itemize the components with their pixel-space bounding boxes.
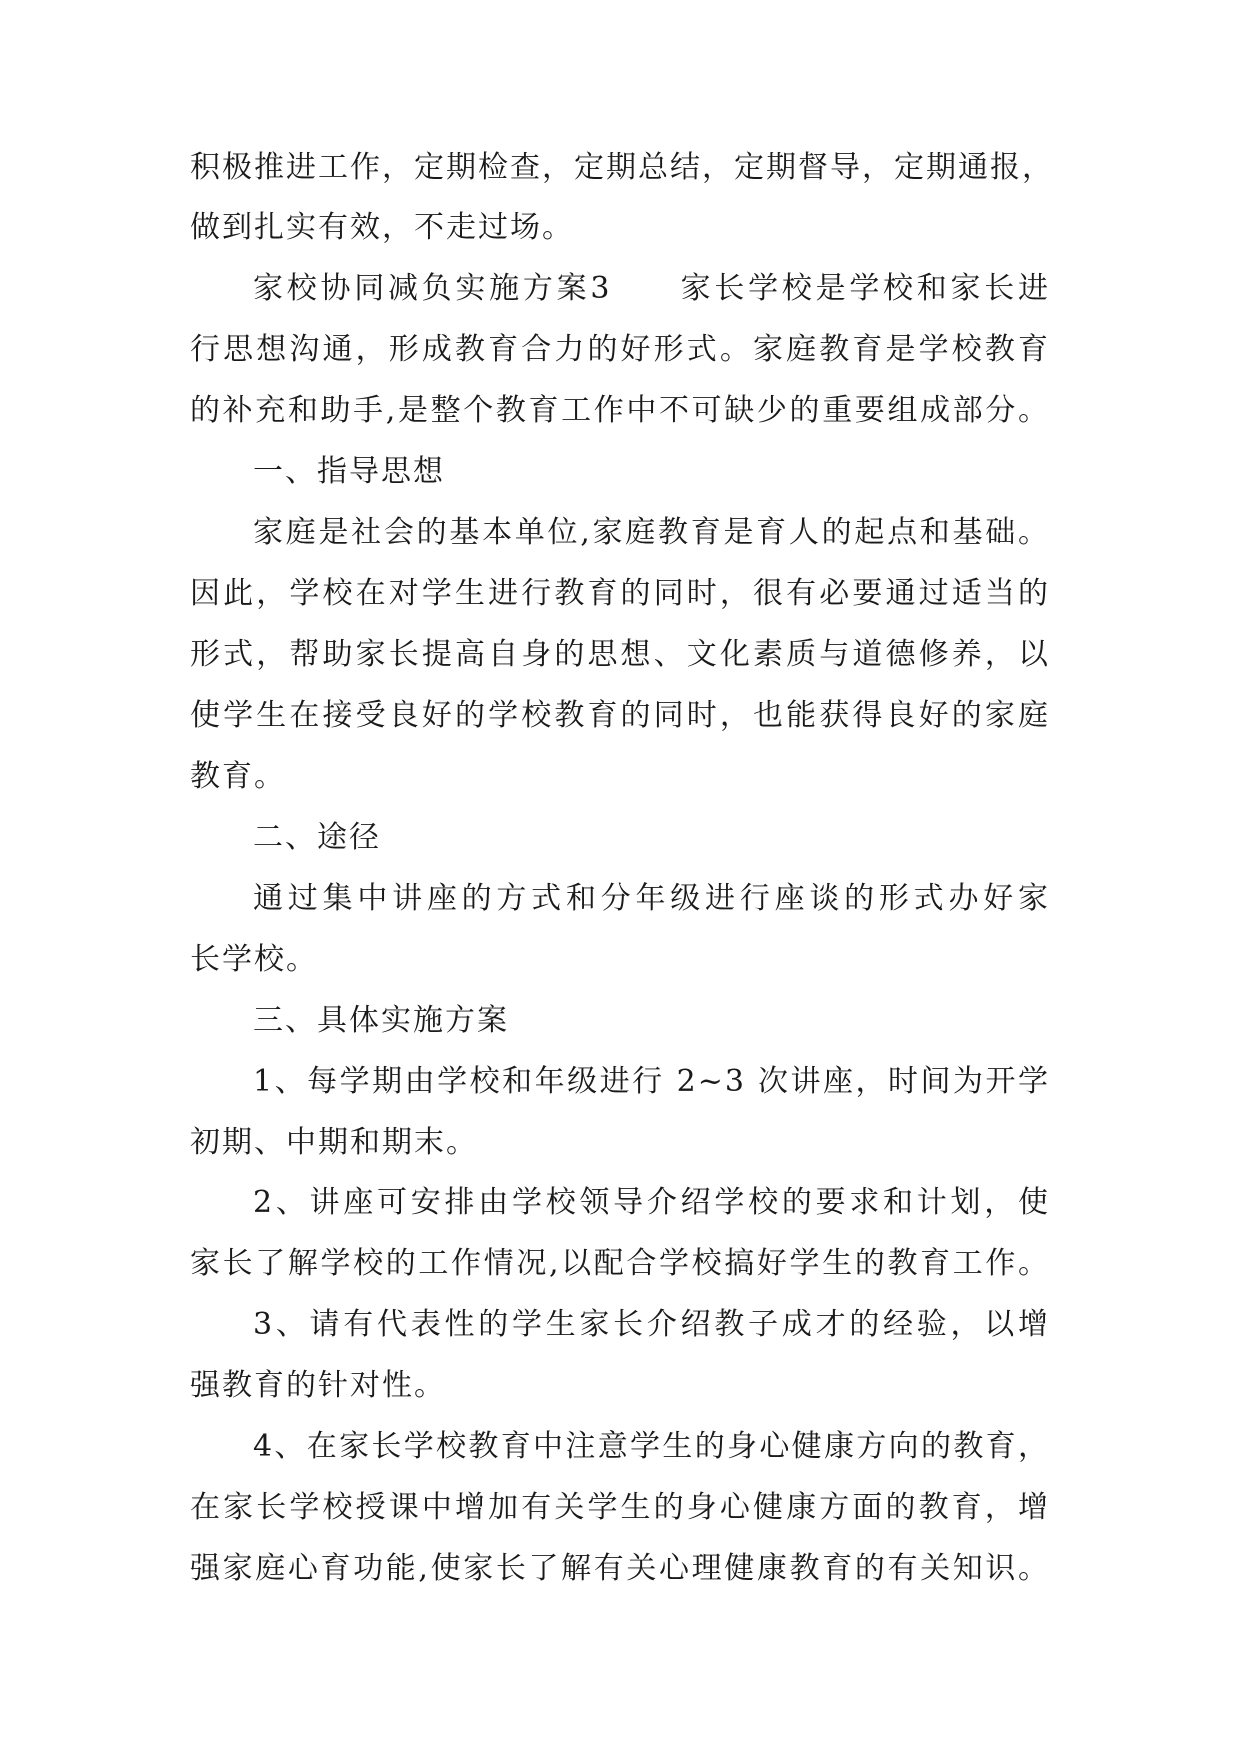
text-line: 家校协同减负实施方案3 家长学校是学校和家长进 — [253, 271, 1050, 306]
text-line: 3、请有代表性的学生家长介绍教子成才的经验，以增 — [253, 1307, 1050, 1342]
text-line: 强教育的针对性。 — [190, 1368, 446, 1403]
text-line: 教育。 — [190, 759, 286, 794]
text-line: 长学校。 — [190, 942, 318, 977]
text-line: 强家庭心育功能,使家长了解有关心理健康教育的有关知识。 — [190, 1551, 1050, 1586]
text-line: 初期、中期和期末。 — [190, 1125, 478, 1160]
text-line: 行思想沟通，形成教育合力的好形式。家庭教育是学校教育 — [190, 332, 1050, 367]
text-line: 1、每学期由学校和年级进行 2~3 次讲座，时间为开学 — [253, 1064, 1050, 1099]
text-line: 的补充和助手,是整个教育工作中不可缺少的重要组成部分。 — [190, 393, 1050, 428]
text-line: 形式，帮助家长提高自身的思想、文化素质与道德修养，以 — [190, 637, 1050, 672]
text-line: 做到扎实有效，不走过场。 — [190, 210, 574, 245]
section-heading: 三、具体实施方案 — [253, 1003, 509, 1038]
text-line: 积极推进工作，定期检查，定期总结，定期督导，定期通报， — [190, 150, 1054, 185]
text-line: 2、讲座可安排由学校领导介绍学校的要求和计划，使 — [253, 1185, 1050, 1220]
text-line: 使学生在接受良好的学校教育的同时，也能获得良好的家庭 — [190, 698, 1050, 733]
section-heading: 二、途径 — [253, 820, 381, 855]
text-line: 通过集中讲座的方式和分年级进行座谈的形式办好家 — [253, 881, 1050, 916]
text-line: 4、在家长学校教育中注意学生的身心健康方向的教育， — [253, 1429, 1050, 1464]
section-heading: 一、指导思想 — [253, 454, 445, 489]
text-line: 家庭是社会的基本单位,家庭教育是育人的起点和基础。 — [253, 515, 1050, 550]
text-line: 家长了解学校的工作情况,以配合学校搞好学生的教育工作。 — [190, 1246, 1050, 1281]
text-line: 在家长学校授课中增加有关学生的身心健康方面的教育，增 — [190, 1490, 1050, 1525]
text-line: 因此，学校在对学生进行教育的同时，很有必要通过适当的 — [190, 576, 1050, 611]
